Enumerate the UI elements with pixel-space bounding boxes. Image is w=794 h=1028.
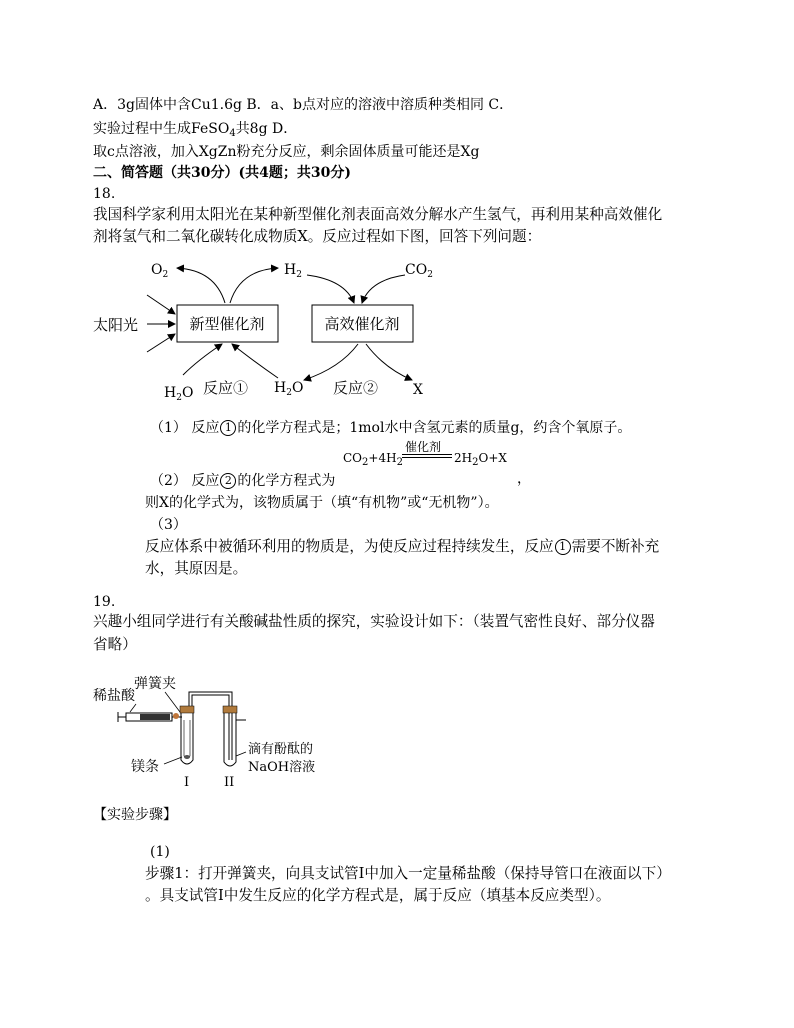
question-number-19: 19. <box>93 594 116 610</box>
delivery-tube <box>189 692 232 760</box>
stopper-1 <box>180 706 194 713</box>
h2o-left-label: $H_2O$ <box>164 385 194 403</box>
q18-part-3-label: （3） <box>150 517 187 533</box>
q18-part-3-line-2: 水，其原因是。 <box>145 560 248 577</box>
option-line-2-sub: 4 <box>229 128 236 139</box>
circled-1: 1 <box>220 420 236 436</box>
option-line-3: 取c点溶液，加入XgZn粉充分反应，剩余固体质量可能还是Xg <box>93 144 480 160</box>
section-title: 二、简答题（共30分）(共4题；共30分) <box>93 165 351 181</box>
circled-2: 2 <box>220 473 236 489</box>
clip-dot <box>173 713 179 719</box>
reaction-2-label: 反应② <box>333 379 379 397</box>
x-label: X <box>413 382 423 398</box>
equation-left: $CO_2+4H_2$ <box>343 451 403 468</box>
mg-label: 镁条 <box>131 759 159 775</box>
tube-1-label: I <box>184 775 190 790</box>
h2-label: $H_2$ <box>284 262 302 280</box>
indicator-label: 滴有酚酞的 <box>248 742 314 757</box>
naoh-label: NaOH溶液 <box>248 760 316 775</box>
option-line-1: A．3g固体中含Cu1.6g B．a、b点对应的溶液中溶质种类相同 C． <box>93 97 514 113</box>
sunlight-label: 太阳光 <box>93 316 139 334</box>
test-tube-2 <box>224 713 236 766</box>
steps-header: 【实验步骤】 <box>93 807 177 823</box>
option-line-2-pre: 实验过程中生成FeSO <box>93 121 230 137</box>
step-1-label: (1) <box>150 844 170 860</box>
co2-label: $CO_2$ <box>405 262 433 280</box>
tube-2-label: II <box>224 775 235 790</box>
q19-stem-line-1: 兴趣小组同学进行有关酸碱盐性质的探究，实验设计如下：（装置气密性良好、部分仪器 <box>93 613 655 630</box>
q18-part-2-line-2: 则X的化学式为，该物质属于（填“有机物”或“无机物”）。 <box>145 495 499 511</box>
acid-label: 稀盐酸 <box>93 688 135 704</box>
step-1-line-1: 步骤1：打开弹簧夹，向具支试管I中加入一定量稀盐酸（保持导管口在液面以下） <box>145 865 671 882</box>
q18-part-2-comma: ， <box>517 471 531 487</box>
stopper-2 <box>223 706 237 713</box>
question-number-18: 18. <box>93 186 116 202</box>
reaction-1-label: 反应① <box>203 379 249 397</box>
clip-label: 弹簧夹 <box>134 676 176 692</box>
circled-1b: 1 <box>555 539 571 555</box>
box1-label: 新型催化剂 <box>189 315 265 333</box>
equation-right: $2H_2O+X$ <box>454 451 507 468</box>
q19-stem-line-2: 省略） <box>93 636 137 653</box>
h2o-right-label: $H_2O$ <box>274 380 304 398</box>
option-line-2-post: 共8g D． <box>235 121 298 137</box>
q18-stem-line-1: 我国科学家利用太阳光在某种新型催化剂表面高效分解水产生氢气，再利用某种高效催化 <box>93 206 663 223</box>
step-1-line-2: 。具支试管I中发生反应的化学方程式是，属于反应（填基本反应类型）。 <box>145 887 611 904</box>
equation-catalyst: 催化剂 <box>405 440 442 454</box>
q18-part-3-line-1: 反应体系中被循环利用的物质是，为使反应过程持续发生，反应 1 需要不断补充 <box>145 538 660 555</box>
mg-strip <box>184 755 190 759</box>
q18-stem-line-2: 剂将氢气和二氧化碳转化成物质X。反应过程如下图，回答下列问题： <box>93 228 542 245</box>
q18-part-2: （2） 反应 2 的化学方程式为 <box>150 473 336 489</box>
q18-part-1: （1） 反应 1 的化学方程式是；1mol水中含氢元素的质量g，约含个氧原子。 <box>150 420 632 436</box>
o2-label: $O_2$ <box>151 262 169 280</box>
box2-label: 高效催化剂 <box>324 315 400 333</box>
syringe-liquid <box>140 714 170 720</box>
